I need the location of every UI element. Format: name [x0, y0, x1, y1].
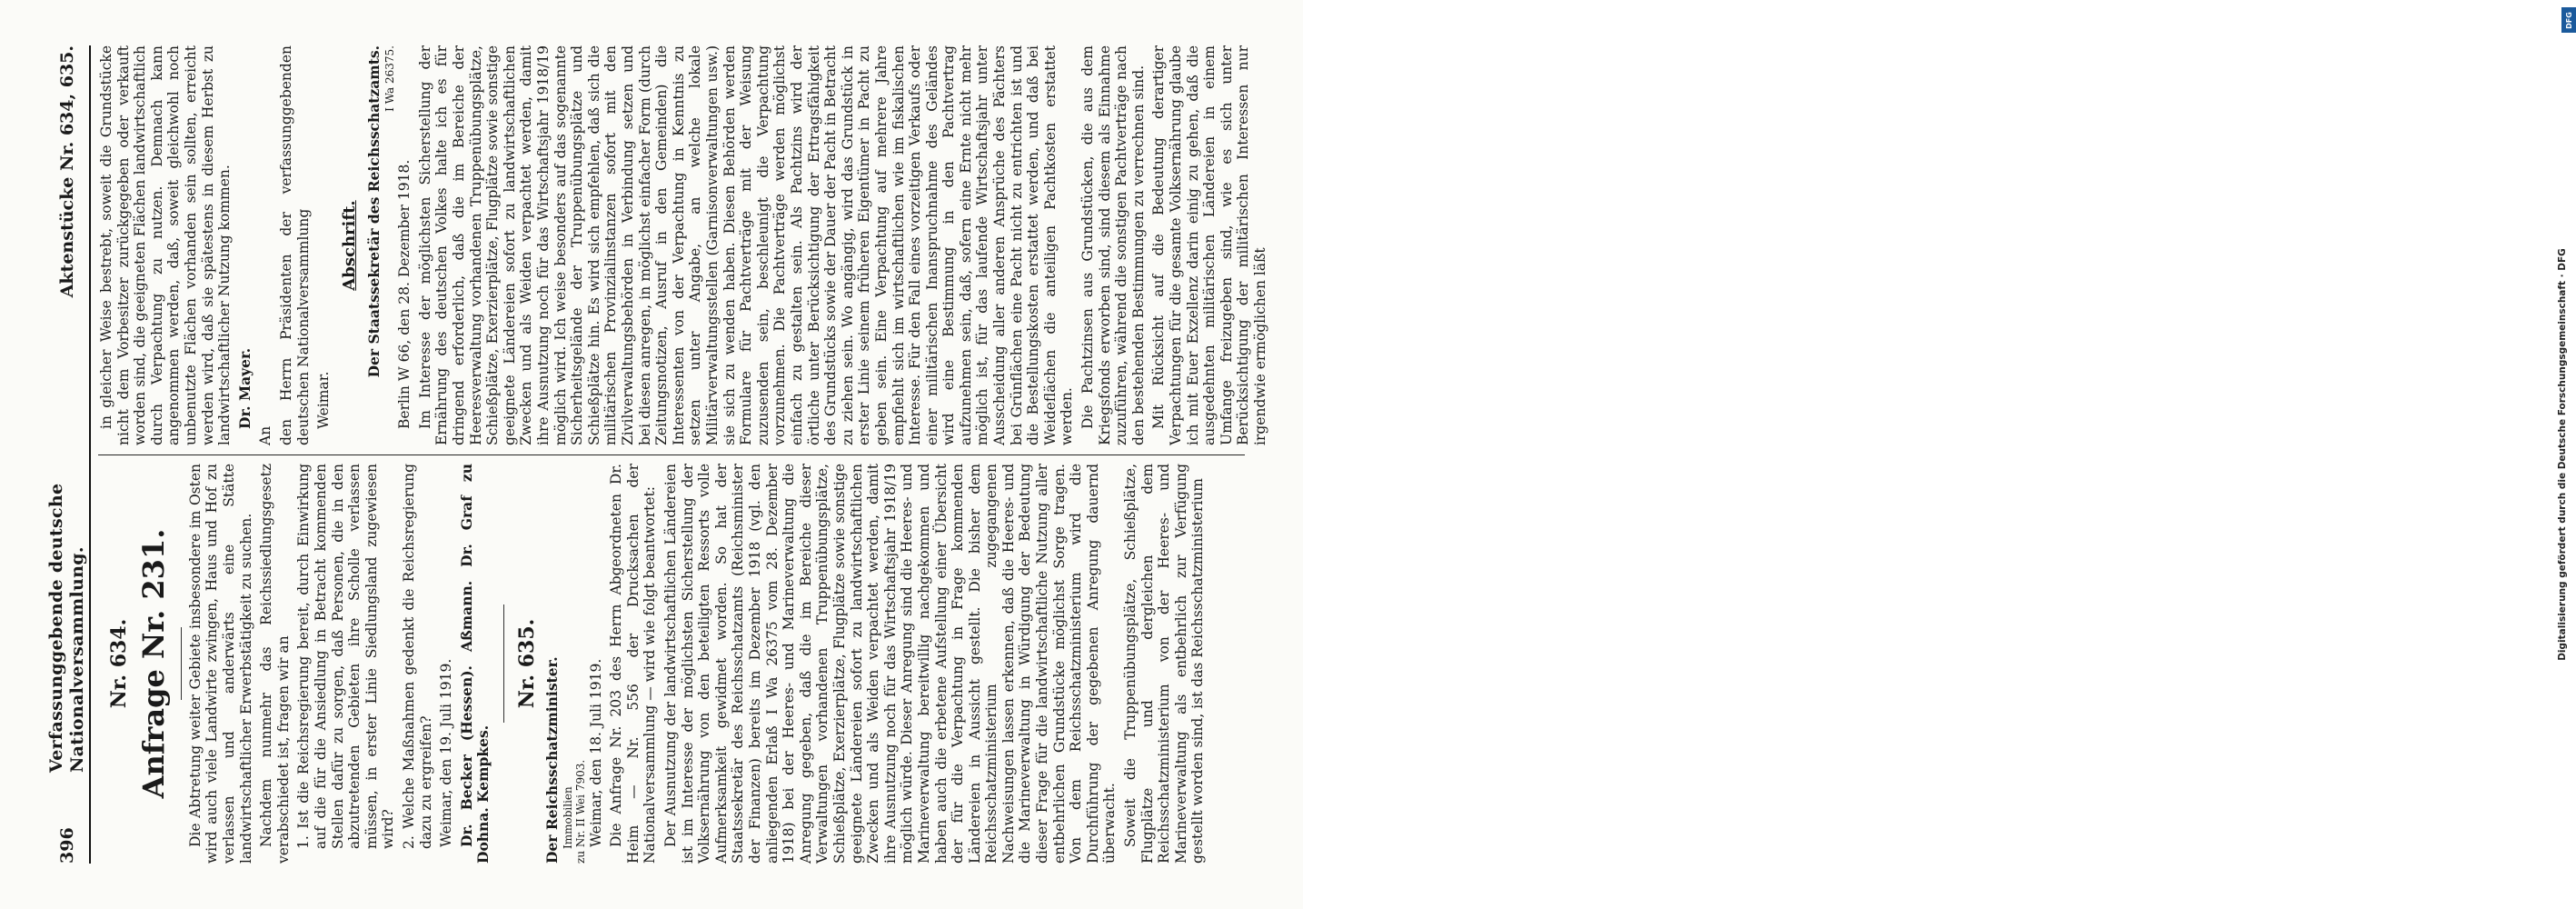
- date-line: Weimar, den 18. Juli 1919.: [587, 658, 604, 847]
- ministry-name: Der Reichsschatzminister.: [543, 656, 562, 864]
- paragraph: Die Pachtzinsen aus Grundstücken, die aus dem Kriegsfonds erworben sind, sind diesem als Einnahme zuzuführen, während die sonstigen Pachtverträge nach den bestehenden Bestimmungen zu verrechnen sind.: [1079, 45, 1147, 445]
- abschrift-heading: Abschrift.: [339, 200, 359, 291]
- question-1: 1. Ist die Reichsregierung bereit, durch Einwirkung auf die für die Ansiedlung in Betracht kommenden Stellen dafür zu sorgen, daß Personen, die in den abzutretenden Gebieten ihre Scholle verlassen müssen, in erster Linie Siedlungsland zugewiesen wird?: [295, 464, 397, 849]
- date-line: Berlin W 66, den 28. Dezember 1918.: [396, 159, 413, 429]
- addressee: den Herrn Präsidenten der verfassunggebenden deutschen Nationalversammlung: [277, 45, 312, 445]
- paragraph: Die Anfrage Nr. 203 des Herrn Abgeordneten Dr. Heim — Nr. 556 der Drucksachen der Nationalversammlung — wird wie folgt beantwortet:: [608, 464, 659, 864]
- header-rule: [89, 45, 91, 864]
- right-column: [98, 45, 1268, 445]
- paragraph: Nachdem nunmehr das Reichssiedlungsgesetz verabschiedet ist, fragen wir an: [258, 464, 292, 864]
- heading-nr-635: Nr. 635.: [514, 618, 539, 709]
- reference-number: zu Nr. II Wei 7903.: [574, 759, 588, 864]
- dfg-logo: DFG: [2561, 7, 2576, 33]
- an-label: An: [257, 425, 274, 445]
- immobilien-label: Immobilien: [561, 786, 574, 849]
- paragraph: Soweit die Truppenübungsplätze, Schießplätze, Flugplätze und dergleichen dem Reichsschatzministerium von der Heeres- und Marineverwaltung als entbehrlich zur Verfügung gestellt worden sind, ist das Reichsschatzministerium: [1122, 464, 1207, 864]
- paragraph: Die Abtretung weiter Gebiete insbesondere im Osten wird auch viele Landwirte zwingen, Haus und Hof zu verlassen und anderwärts eine Stätte landwirtschaftlicher Erwerbstätigkeit zu suchen.: [186, 464, 254, 864]
- document-page: [46, 36, 1268, 873]
- date-line: Weimar, den 19. Juli 1919.: [438, 658, 455, 847]
- place: Weimar.: [315, 371, 333, 429]
- signature: Dr. Mayer.: [235, 347, 254, 429]
- akt-numbers: Aktenstücke Nr. 634, 635.: [56, 45, 77, 298]
- paragraph: Mit Rücksicht auf die Bedeutung derartiger Verpachtungen für die gesamte Volksernährung glaube ich mit Euer Exzellenz darin einig zu gehen, daß die ausgedehnten militärischen Ländereien in einem Umfange freizugeben sind, wie es sich unter Berücksichtigung der militärischen Interessen nur irgendwie ermöglichen läßt: [1150, 45, 1268, 445]
- signatories: Dr. Becker (Hessen). Aßmann. Dr. Graf zu Dohna. Kempkes.: [457, 464, 492, 864]
- paragraph: Der Ausnutzung der landwirtschaftlichen Ländereien ist im Interesse der möglichsten Sicherstellung der Volksernährung von den beteiligten Ressorts volle Aufmerksamkeit gewidmet worden. So hat der Staatssekretär des Reichsschatzamts (Reichsminister der Finanzen) bereits im Dezember 1918 (vgl. den anliegenden Erlaß I Wa 26375 vom 28. Dezember 1918) bei der Heeres- und Marineverwaltung die Anregung gegeben, daß die im Bereiche dieser Verwaltungen vorhandenen Truppenübungsplätze, Schießplätze, Exerzierplätze, Flugplätze sowie sonstige geeignete Ländereien sofort zu landwirtschaftlichen Zwecken und als Weiden verpachtet werden, damit ihre Ausnutzung noch für das Wirtschaftsjahr 1918/19 möglich würde. Dieser Anregung sind die Heeres- und Marineverwaltung bereitwillig nachgekommen und haben auch die erbetene Aufstellung einer Übersicht der für die Verpachtung in Frage kommenden Ländereien in Aussicht gestellt. Die bisher dem Reichsschatzministerium zugegangenen Nachweisungen lassen erkennen, daß die Heeres- und die Marineverwaltung in Würdigung der Bedeutung dieser Frage für die landwirtschaftliche Nutzung aller entbehrlichen Grundstücke möglichst Sorge tragen. Von dem Reichsschatzministerium wird die Durchführung der gegebenen Anregung dauernd überwacht.: [662, 464, 1119, 864]
- credit-text: Digitalisierung gefördert durch die Deutsche Forschungsgemeinschaft · DFG: [2557, 248, 2568, 661]
- divider: [503, 604, 504, 723]
- heading-anfrage-231: Anfrage Nr. 231.: [136, 528, 172, 799]
- left-column: [98, 464, 1245, 864]
- paragraph: in gleicher Weise bestrebt, soweit die Grundstücke nicht dem Vorbesitzer zurückgegeben oder verkauft worden sind, die geeigneten Flächen landwirtschaftlich durch Verpachtung zu nutzen. Demnach kann angenommen werden, daß, soweit gleichwohl noch unbenutzte Flächen vorhanden sein sollten, erreicht werden wird, daß sie spätestens in diesem Herbst zu landwirtschaftlicher Nutzung kommen.: [98, 45, 234, 445]
- question-list: [295, 464, 434, 849]
- question-2: 2. Welche Maßnahmen gedenkt die Reichsregierung dazu zu ergreifen?: [400, 464, 434, 849]
- column-rule: [98, 454, 1245, 455]
- divider: [181, 627, 182, 700]
- running-title: Verfassunggebende deutsche Nationalversammlung.: [46, 483, 87, 773]
- page-number: 396: [56, 827, 77, 864]
- heading-nr-634: Nr. 634.: [107, 618, 131, 709]
- file-number: I Wa 26375.: [383, 45, 396, 112]
- page-header: [47, 45, 87, 864]
- sender: Der Staatssekretär des Reichsschatzamts.: [365, 45, 383, 378]
- digitization-credit: [1275, 0, 2573, 909]
- paragraph: Im Interesse der möglichsten Sicherstellung der Ernährung des deutschen Volkes halte ich es für dringend erforderlich, daß die im Bereiche der Heeresverwaltung vorhandenen Truppenübungsplätze, Schießplätze, Exerzierplätze, Flugplätze sowie sonstige geeignete Ländereien sofort zu landwirtschaftlichen Zwecken und als Weiden verpachtet werden, damit ihre Ausnutzung noch für das Wirtschaftsjahr 1918/19 möglich wird. Ich weise besonders auf das sogenannte Sicherheitsgelände der Truppenübungsplätze und Schießplätze hin. Es wird sich empfehlen, daß sich die militärischen Provinzialinstanzen sofort mit den Zivilverwaltungsbehörden in Verbindung setzen und bei diesen anregen, in möglichst einfacher Form (durch Zeitungsnotizen, Ausruf in den Gemeinden) die Interessenten von der Verpachtung in Kenntnis zu setzen unter Angabe, an welche lokale Militärverwaltungsstellen (Garnisonverwaltungen usw.) sie sich zu wenden haben. Diesen Behörden werden Formulare für Pachtverträge mit der Weisung zuzusenden sein, beschleunigt die Verpachtung vorzunehmen. Die Pachtverträge werden möglichst einfach zu gestalten sein. Als Pachtzins wird der örtliche unter Berücksichtigung der Ertragsfähigkeit des Grundstücks sowie der Dauer der Pacht in Betracht zu ziehen sein. Wo angängig, wird das Grundstück in erster Linie seinem früheren Eigentümer in Pacht zu geben sein. Eine Verpachtung auf mehrere Jahre empfiehlt sich im wirtschaftlichen wie im fiskalischen Interesse. Für den Fall eines vorzeitigen Verkaufs oder einer militärischen Inanspruchnahme des Geländes wird eine Bestimmung in den Pachtvertrag aufzunehmen sein, daß, sofern eine Ernte nicht mehr möglich ist, für das laufende Wirtschaftsjahr unter Ausscheidung aller anderen Ansprüche des Pächters bei Grünflächen eine Pacht nicht zu entrichten ist und die Bestellungskosten erstattet werden, und daß bei Weideflächen die anteiligen Pachtkosten erstattet werden.: [416, 45, 1076, 445]
